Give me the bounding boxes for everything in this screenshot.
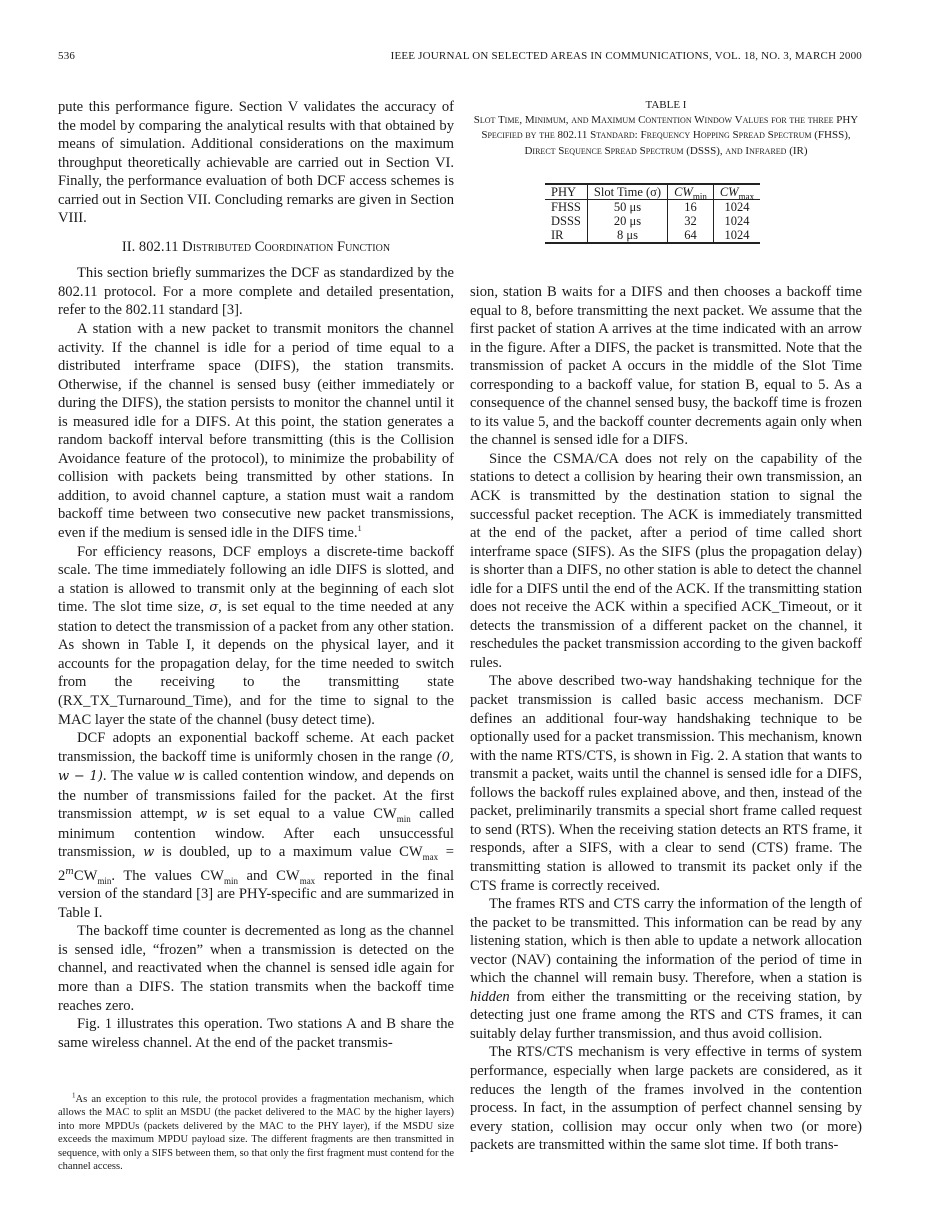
- header-cw: CW: [719, 185, 739, 199]
- table-cell: 32: [668, 214, 714, 228]
- right-column: [470, 283, 862, 1155]
- table-cell: 50 μs: [587, 200, 667, 215]
- footnote: [58, 1093, 454, 1173]
- paragraph: The RTS/CTS mechanism is very effective in terms of system performance, especially when large packets are considered, as it reduces the length of the frames involved in the contention process. In fact, in the assumption of perfect channel sensing by every station, collision may occur only when two (or more) packets are transmitted within the same slot time. If both trans-: [470, 1044, 862, 1154]
- table-header-cell: [713, 184, 760, 200]
- table-header-cell: [668, 184, 714, 200]
- table-cell: FHSS: [551, 200, 581, 214]
- paragraph-intro-end: pute this performance figure. Section V validates the accuracy of the model by comparing the analytical results with that obtained by means of simulation. Additional considerations on the maximum throughput theoretically achievable are carried out in Section VI. Finally, the performance evaluation of both DCF access schemes is carried out in Section VII. Concluding remarks are given in Section VIII.: [58, 99, 454, 227]
- section-number: II. 802.11: [121, 238, 183, 255]
- table-cell: 20 μs: [587, 214, 667, 228]
- paragraph: [58, 320, 454, 543]
- table-cell: 1024: [713, 214, 760, 228]
- table-cell: 8 μs: [587, 228, 667, 243]
- math-w: w: [173, 769, 185, 785]
- text: called minimum contention window. After each unsuccessful transmission,: [58, 806, 454, 861]
- math-sub: max: [422, 852, 439, 863]
- text: , is set equal to the time needed at any station to detect the transmission of a packet from any other station. As shown in Table I, it depends on the physical layer, and it accounts for the propagation delay, for the time needed to switch from the receiving to the transmitting state (RX_TX_Turnaround_Time), and for the time to signal to the MAC layer the state of the channel (busy detect time).: [58, 599, 454, 728]
- emphasis-hidden: hidden: [470, 988, 510, 1005]
- text: The frames RTS and CTS carry the information of the length of the packet to be transmitted. This information can be read by any listening station, which is then able to update a network allocation vector (NAV) containing the information of the period of time in which the channel will remain busy. Therefore, when a station is: [470, 896, 862, 987]
- math-sub: max: [299, 875, 316, 886]
- page-number: 536: [58, 50, 76, 62]
- math-w: w: [196, 807, 208, 823]
- paragraph: The above described two-way handshaking technique for the packet transmission is called basic access mechanism. DCF defines an additional four-way handshaking technique to be optionally used for a packet transmission. This mechanism, known with the name RTS/CTS, is shown in Fig. 2. A station that wants to transmit a packet, waits until the channel is sensed idle for a DIFS, follows the backoff rules explained above, and then, instead of the packet, preliminarily transmits a special short frame called request to send (RTS). When the receiving station detects an RTS frame, it responds, after a SIFS, with a clear to send (CTS) frame. The transmitting station is allowed to transmit its packet only if the CTS frame is correctly received.: [470, 673, 862, 894]
- slot-time-table: [545, 183, 760, 244]
- paragraph: [58, 729, 454, 922]
- left-column: [58, 98, 454, 1052]
- table-row: [545, 200, 760, 215]
- table-row: [545, 228, 760, 243]
- table-cell: 16: [668, 200, 714, 215]
- text: and CW: [237, 867, 300, 884]
- paragraph: The backoff time counter is decremented as long as the channel is sensed idle, “frozen” when a transmission is detected on the channel, and reactivated when the channel is sensed idle again for more than a DIFS. The station transmits when the backoff time reaches zero.: [58, 923, 454, 1014]
- text: . The values CW: [111, 867, 224, 884]
- paragraph: [470, 895, 862, 1043]
- table-label: TABLE I: [645, 99, 687, 111]
- footnote-ref[interactable]: 1: [357, 523, 362, 534]
- text: CW: [73, 867, 98, 884]
- footnote-body: As an exception to this rule, the protocol provides a fragmentation mechanism, which allows the MAC to split an MSDU (the packet delivered to the MAC by the higher layers) into more MPDUs (packets delivered by the MAC to the PHY layer), if the MSDU size exceeds the maximum MPDU payload size. The different fragments are then transmitted in sequence, with only a SIFS between them, so that only the first fragment must contend for the channel access.: [58, 1094, 454, 1173]
- section-heading: [58, 238, 454, 257]
- math-w: w: [143, 845, 155, 861]
- table-cell: 64: [668, 228, 714, 243]
- math-sigma: σ: [209, 600, 219, 616]
- footnote-text: [58, 1093, 454, 1173]
- table-header-cell: Slot Time (σ): [587, 184, 667, 200]
- paragraph-text: A station with a new packet to transmit monitors the channel activity. If the channel is idle for a period of time equal to a distributed interframe space (DIFS), the station transmits. Otherwise, if the channel is sensed busy (either immediately or during the DIFS), the station persists to monitor the channel until it is measured idle for a DIFS. At this point, the station generates a random backoff interval before transmitting (this is the Collision Avoidance feature of the protocol), to minimize the probability of collision with packets being transmitted by other stations. In addition, to avoid channel capture, a station must wait a random backoff time between two consecutive new packet transmissions, even if the medium is sensed idle in the DIFS time.: [58, 321, 454, 542]
- math-sup: m: [65, 866, 74, 877]
- table-cell: 1024: [713, 228, 760, 243]
- text: . The value: [102, 768, 174, 785]
- table-caption-text: Slot Time, Minimum, and Maximum Contention Window Values for the three PHY Specified by the 802.11 Standard: Frequency Hopping Spread Spectrum (FHSS), Direct Sequence Spread Spectrum (DSSS), and Infrared (IR): [473, 114, 859, 157]
- table-caption: [470, 98, 862, 159]
- text: from either the transmitting or the receiving station, by detecting just one frame among the RTS and CTS frames, it can suitably delay further transmission, and thus avoid collision.: [470, 988, 862, 1042]
- text: is called contention window, and depends on the number of transmissions failed for the packet. At the first transmission attempt,: [58, 768, 454, 823]
- header-sub: max: [738, 191, 755, 202]
- table-cell: 1024: [713, 200, 760, 215]
- text: is doubled, up to a maximum value CW: [154, 844, 423, 861]
- table-cell: DSSS: [551, 214, 581, 228]
- text: reported in the final version of the standard [3] are PHY-specific and are summarized in Table I.: [58, 867, 454, 921]
- text: = 2: [58, 844, 454, 884]
- paragraph: Since the CSMA/CA does not rely on the capability of the stations to detect a collision by hearing their own transmission, an ACK is transmitted by the destination station to signal the successful packet reception. The ACK is immediately transmitted at the end of the packet, after a period of time called short interframe space (SIFS). As the SIFS (plus the propagation delay) is shorter than a DIFS, no other station is able to detect the channel idle for a DIFS until the end of the ACK. If the transmitting station does not receive the ACK within a specified ACK_Timeout, or it detects the transmission of a different packet on the channel, it reschedules the packet transmission according to the given backoff rules.: [470, 450, 862, 671]
- text: For efficiency reasons, DCF employs a discrete-time backoff scale. The time immediately following an idle DIFS is slotted, and a station is allowed to transmit only at the beginning of each slot time. The slot time size,: [58, 543, 454, 616]
- table-row: [545, 214, 760, 228]
- table-header-row: [545, 184, 760, 200]
- math-range: (0, w − 1): [58, 749, 454, 785]
- header-cw: CW: [674, 185, 693, 199]
- paragraph: Fig. 1 illustrates this operation. Two stations A and B share the same wireless channel. At the end of the packet transmis-: [58, 1016, 454, 1051]
- text: DCF adopts an exponential backoff scheme. At each packet transmission, the backoff time is uniformly chosen in the range: [58, 730, 454, 765]
- section-title: Distributed Coordination Function: [182, 238, 391, 255]
- math-sub: min: [223, 875, 238, 886]
- math-sub: min: [396, 814, 411, 825]
- running-header: IEEE JOURNAL ON SELECTED AREAS IN COMMUNICATIONS, VOL. 18, NO. 3, MARCH 2000: [390, 50, 862, 62]
- text: is set equal to a value CW: [207, 806, 397, 823]
- paragraph: This section briefly summarizes the DCF as standardized by the 802.11 protocol. For a more complete and detailed presentation, refer to the 802.11 standard [3].: [58, 265, 454, 319]
- paragraph: sion, station B waits for a DIFS and then chooses a backoff time equal to 8, before transmitting the next packet. We assume that the first packet of station A arrives at the time indicated with an arrow in the figure. After a DIFS, the packet is transmitted. Note that the transmission of packet A occurs in the middle of the Slot Time corresponding to a backoff value, for station B, equal to 5. As a consequence of the channel sensed busy, the backoff time is frozen to its value 5, and the backoff counter decrements again only when the channel is sensed idle for a DIFS.: [470, 284, 862, 449]
- math-sub: min: [97, 875, 112, 886]
- table-cell: IR: [545, 228, 587, 243]
- table-header-cell: PHY: [545, 184, 587, 200]
- footnote-mark: 1: [72, 1091, 76, 1100]
- header-sub: min: [692, 191, 707, 202]
- paragraph: [58, 543, 454, 729]
